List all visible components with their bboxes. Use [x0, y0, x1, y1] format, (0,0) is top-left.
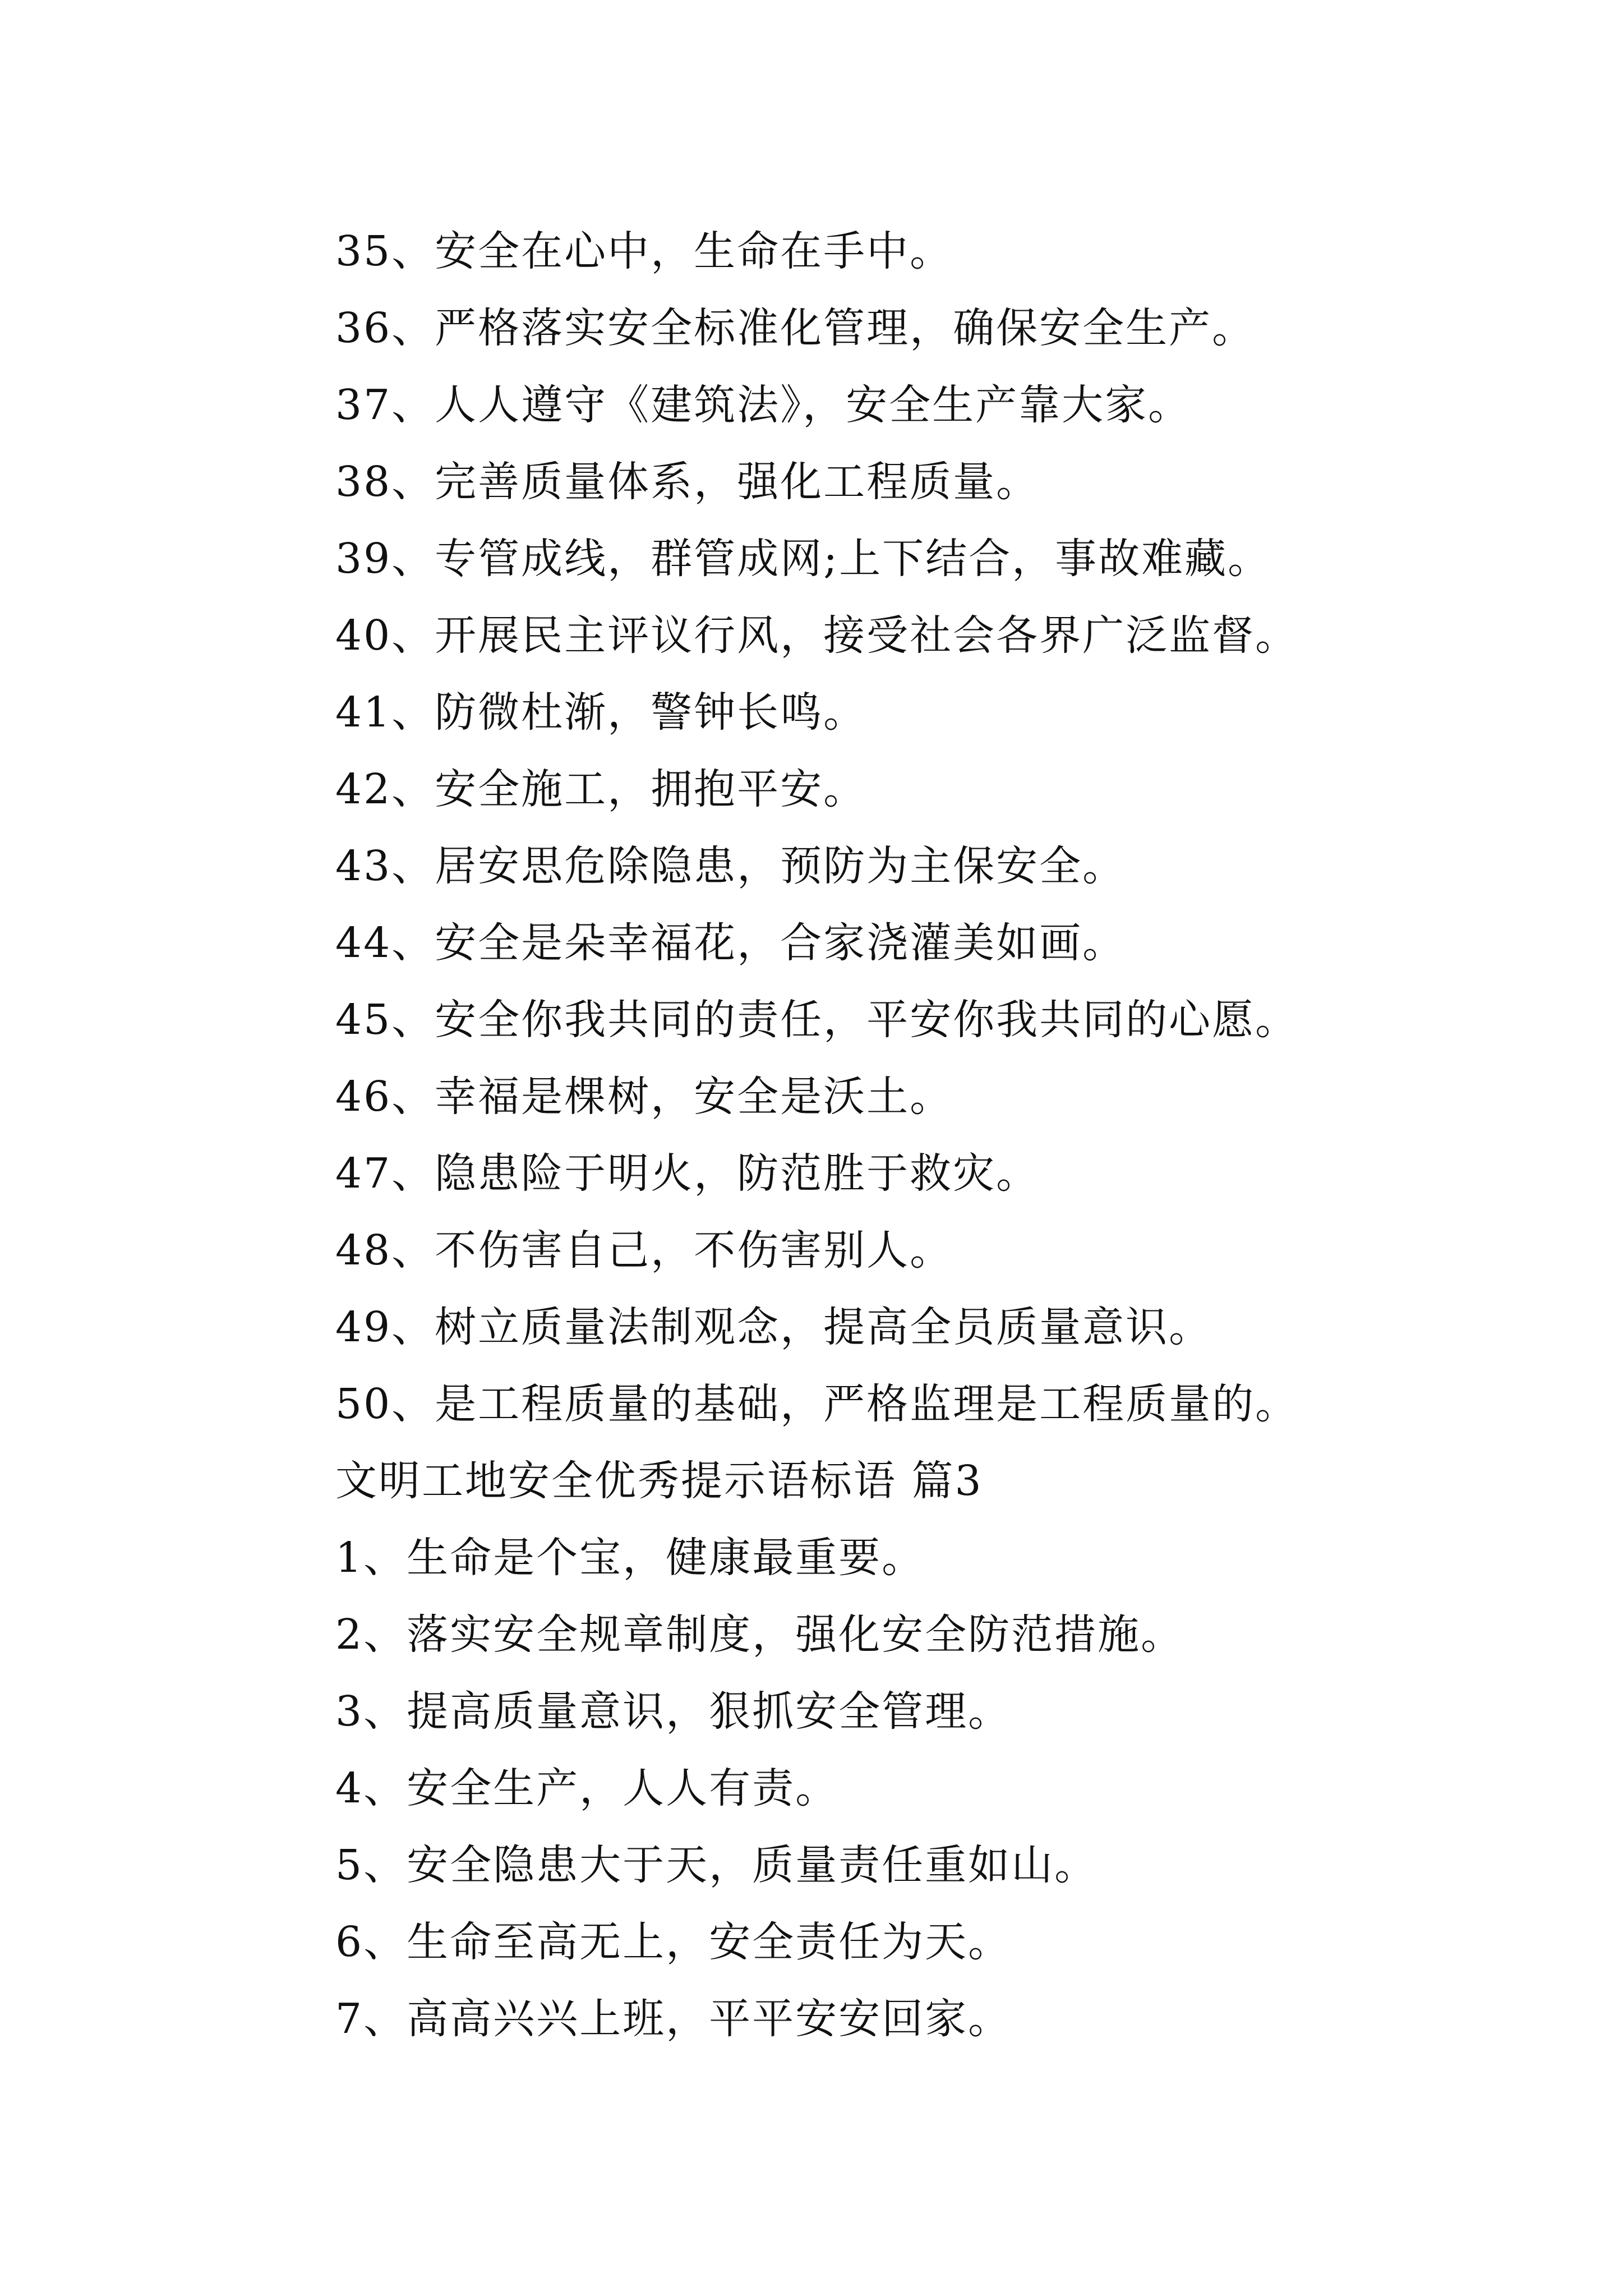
- slogan-line-42: 42、安全施工，拥抱平安。: [335, 765, 867, 813]
- slogan-line-35: 35、安全在心中，生命在手中。: [335, 227, 953, 275]
- slogan-line-38: 38、完善质量体系，强化工程质量。: [335, 458, 1040, 506]
- slogan-line-46: 46、幸福是棵树，安全是沃土。: [335, 1073, 953, 1121]
- slogan-line-7: 7、高高兴兴上班，平平安安回家。: [335, 1995, 1012, 2043]
- slogan-line-41: 41、防微杜渐，警钟长鸣。: [335, 688, 867, 737]
- slogan-line-37: 37、人人遵守《建筑法》，安全生产靠大家。: [335, 381, 1192, 429]
- slogan-line-1: 1、生命是个宝，健康最重要。: [335, 1534, 925, 1582]
- slogan-line-44: 44、安全是朵幸福花，合家浇灌美如画。: [335, 919, 1126, 967]
- slogan-line-3: 3、提高质量意识，狠抓安全管理。: [335, 1687, 1012, 1736]
- slogan-line-43: 43、居安思危除隐患，预防为主保安全。: [335, 842, 1126, 890]
- slogan-line-50: 50、是工程质量的基础，严格监理是工程质量的。: [335, 1380, 1299, 1428]
- slogan-line-47: 47、隐患险于明火，防范胜于救灾。: [335, 1149, 1040, 1198]
- slogan-line-49: 49、树立质量法制观念，提高全员质量意识。: [335, 1303, 1212, 1351]
- slogan-line-2: 2、落实安全规章制度，强化安全防范措施。: [335, 1611, 1184, 1659]
- slogan-line-5: 5、安全隐患大于天，质量责任重如山。: [335, 1841, 1098, 1889]
- section-heading: 文明工地安全优秀提示语标语 篇3: [335, 1457, 983, 1505]
- slogan-line-36: 36、严格落实安全标准化管理，确保安全生产。: [335, 304, 1256, 352]
- slogan-line-4: 4、安全生产，人人有责。: [335, 1764, 839, 1812]
- document-body: [335, 213, 1536, 2058]
- slogan-line-45: 45、安全你我共同的责任，平安你我共同的心愿。: [335, 996, 1299, 1044]
- slogan-line-6: 6、生命至高无上，安全责任为天。: [335, 1918, 1012, 1966]
- slogan-line-39: 39、专管成线，群管成网;上下结合，事故难藏。: [335, 535, 1271, 583]
- slogan-line-40: 40、开展民主评议行风，接受社会各界广泛监督。: [335, 611, 1299, 660]
- slogan-line-48: 48、不伤害自己，不伤害别人。: [335, 1226, 953, 1274]
